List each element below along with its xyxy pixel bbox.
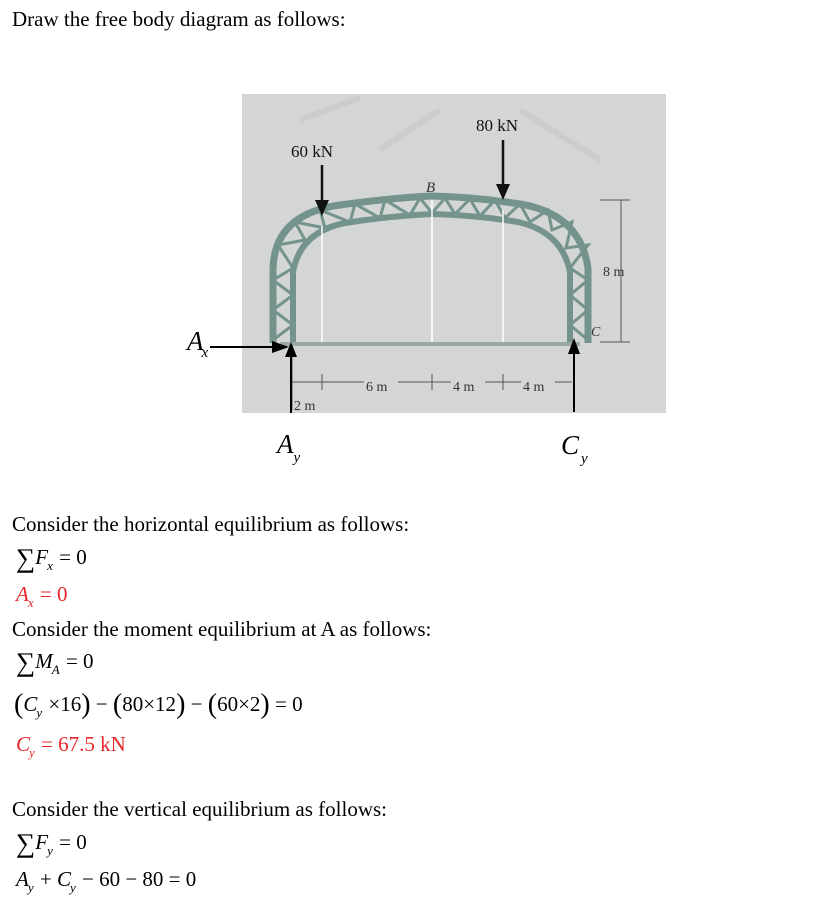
moment-equation: $(C_y \times 16) - (80\times 12) - (60\times 2) = 0$ <box>14 689 303 720</box>
dimension-2m: 2 m <box>294 399 316 414</box>
load-60kn-label: 60 kN <box>291 142 334 161</box>
cy-label: C $_y$ <box>561 430 588 467</box>
label-B: B <box>426 180 436 196</box>
label-C: C <box>591 325 601 340</box>
intro-text: Draw the free body diagram as follows: <box>12 7 346 31</box>
moment-sum-equation: $\sum M_A = 0$ <box>16 647 94 677</box>
height-dimension-label: 8 m <box>603 265 625 280</box>
vertical-heading: Consider the vertical equilibrium as follows: <box>12 797 388 821</box>
base-tie <box>280 342 580 346</box>
vertical-equation: $A_y + C_y - 60 - 80 = 0$ <box>16 867 197 895</box>
dimension-4m-a: 4 m <box>453 380 475 395</box>
vertical-sum-equation: $\sum F_y = 0$ <box>16 828 87 858</box>
ay-label: $A_y$ <box>277 429 301 466</box>
dimension-4m-b: 4 m <box>523 380 545 395</box>
ax-label: Ax <box>187 326 209 361</box>
horizontal-sum-equation: $\sum F_x = 0$ <box>16 543 87 573</box>
moment-heading: Consider the moment equilibrium at A as follows: <box>12 617 432 641</box>
horizontal-heading: Consider the horizontal equilibrium as follows: <box>12 512 410 536</box>
dimension-6m: 6 m <box>366 380 388 395</box>
load-80kn-label: 80 kN <box>476 116 519 135</box>
moment-result: $C_y = 67.5$ kN <box>16 732 126 760</box>
horizontal-result: $A_x = 0$ <box>16 582 68 610</box>
